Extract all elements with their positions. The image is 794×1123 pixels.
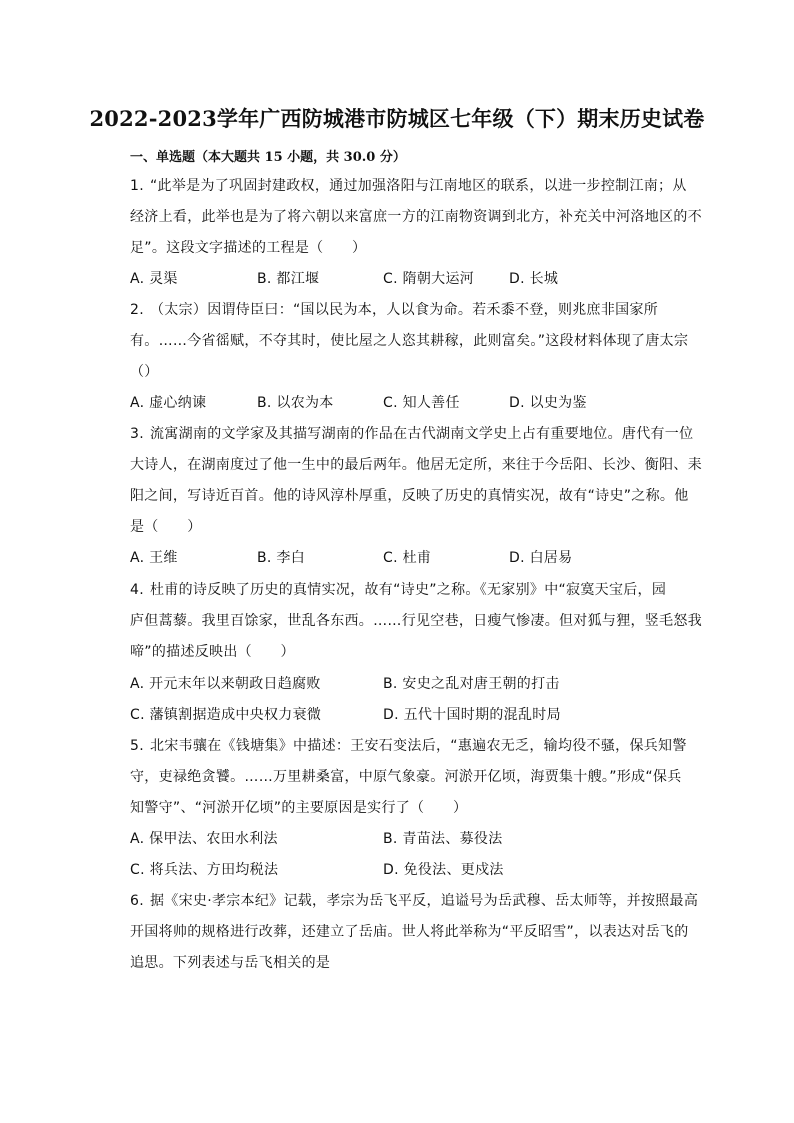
q5-option-d[interactable]: D. 免役法、更戍法 — [383, 862, 504, 878]
q2-option-a[interactable]: A. 虚心纳谏 — [130, 395, 207, 411]
page-title: 2022-2023学年广西防城港市防城区七年级（下）期末历史试卷 — [89, 106, 705, 131]
q5-option-a[interactable]: A. 保甲法、农田水利法 — [130, 831, 278, 847]
q2-number: 2. — [130, 302, 144, 318]
q2-option-b[interactable]: B. 以农为本 — [257, 395, 334, 411]
q4-line-2: 庐但蒿藜。我里百馀家，世乱各东西。……行见空巷，日瘦气惨凄。但对狐与狸，竖毛怒我 — [130, 613, 702, 629]
q4-option-c[interactable]: C. 藩镇割据造成中央权力衰微 — [130, 707, 322, 723]
q5-option-b[interactable]: B. 青苗法、募役法 — [383, 831, 503, 847]
q4-line-3: 啼”的描述反映出（ ） — [130, 644, 295, 660]
q1-option-b[interactable]: B. 都江堰 — [257, 271, 320, 287]
q3-line-1: 3. 流寓湖南的文学家及其描写湖南的作品在古代湖南文学史上占有重要地位。唐代有一位 — [130, 426, 694, 442]
q1-option-d[interactable]: D. 长城 — [509, 271, 559, 287]
section-heading: 一、单选题（本大题共 15 小题，共 30.0 分） — [130, 150, 406, 165]
q3-option-b[interactable]: B. 李白 — [257, 550, 306, 566]
q2-option-d[interactable]: D. 以史为鉴 — [509, 395, 587, 411]
q3-option-d[interactable]: D. 白居易 — [509, 550, 573, 566]
q6-line-3: 追思。下列表述与岳飞相关的是 — [130, 955, 331, 971]
q4-option-b[interactable]: B. 安史之乱对唐王朝的打击 — [383, 676, 560, 692]
q5-line-3: 知警守”、“河淤开亿顷”的主要原因是实行了（ ） — [130, 800, 468, 816]
q1-line-2: 经济上看，此举也是为了将六朝以来富庶一方的江南物资调到北方，补充关中河洛地区的不 — [130, 209, 702, 225]
q4-line-1: 4. 杜甫的诗反映了历史的真情实况，故有“诗史”之称。《无家别》中“寂寞天宝后，园 — [130, 582, 667, 598]
q3-option-a[interactable]: A. 王维 — [130, 550, 178, 566]
q6-line-1: 6. 据《宋史·孝宗本纪》记载，孝宗为岳飞平反，追谥号为岳武穆、岳太师等，并按照最高 — [130, 893, 699, 909]
q3-option-c[interactable]: C. 杜甫 — [383, 550, 432, 566]
q2-option-c[interactable]: C. 知人善任 — [383, 395, 460, 411]
q5-option-c[interactable]: C. 将兵法、方田均税法 — [130, 862, 279, 878]
q1-option-c[interactable]: C. 隋朝大运河 — [383, 271, 475, 287]
q2-line-2: 有。……今省徭赋，不夺其时，使比屋之人恣其耕稼，此则富矣。”这段材料体现了唐太宗 — [130, 333, 689, 349]
q5-number: 5. — [130, 738, 144, 754]
q6-number: 6. — [130, 893, 144, 909]
q3-number: 3. — [130, 426, 144, 442]
q1-number: 1. — [130, 178, 144, 194]
q4-number: 4. — [130, 582, 144, 598]
q2-line-1: 2. （太宗）因谓侍臣曰：“国以民为本，人以食为命。若禾黍不登，则兆庶非国家所 — [130, 302, 659, 318]
q4-option-d[interactable]: D. 五代十国时期的混乱时局 — [383, 707, 561, 723]
q4-option-a[interactable]: A. 开元末年以来朝政日趋腐败 — [130, 676, 321, 692]
q1-option-a[interactable]: A. 灵渠 — [130, 271, 178, 287]
q5-line-1: 5. 北宋韦骧在《钱塘集》中描述：王安石变法后，“惠遍农无乏，输均役不骚，保兵知警 — [130, 738, 687, 754]
q5-line-2: 守，吏禄绝贪饕。……万里耕桑富，中原气象豪。河淤开亿顷，海贾集十艘。”形成“保兵 — [130, 769, 682, 785]
q6-line-2: 开国将帅的规格进行改葬，还建立了岳庙。世人将此举称为“平反昭雪”，以表达对岳飞的 — [130, 924, 689, 940]
q1-line-3: 足”。这段文字描述的工程是（ ） — [130, 240, 367, 256]
q3-line-2: 大诗人，在湖南度过了他一生中的最后两年。他居无定所，来往于今岳阳、长沙、衡阳、耒 — [130, 457, 702, 473]
q1-line-1: 1. “此举是为了巩固封建政权，通过加强洛阳与江南地区的联系，以进一步控制江南；从 — [130, 178, 687, 194]
q3-line-4: 是（ ） — [130, 519, 202, 535]
q2-line-3: （） — [130, 364, 159, 380]
q3-line-3: 阳之间，写诗近百首。他的诗风淳朴厚重，反映了历史的真情实况，故有“诗史”之称。他 — [130, 488, 689, 504]
